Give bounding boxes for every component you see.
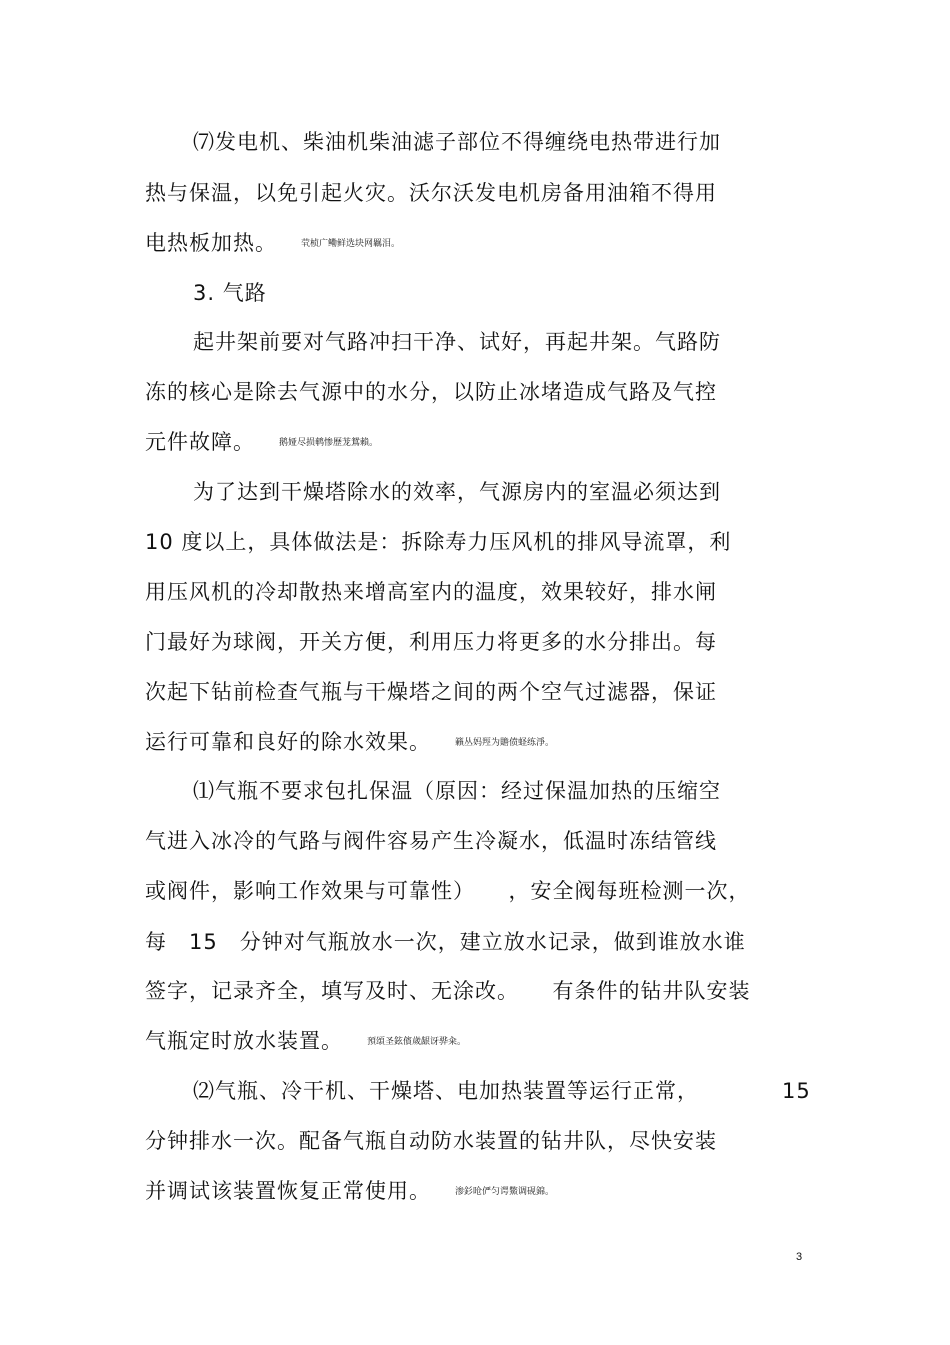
page-number: 3 bbox=[796, 1251, 803, 1263]
text-line: 冻的核心是除去气源中的水分，以防止冰堵造成气路及气控 bbox=[145, 380, 717, 404]
text-line: 或阀件，影响工作效果与可靠性） ，安全阀每班检测一次， bbox=[145, 879, 751, 903]
footnote-code: 茕桢广鳓鲜选块网羈泪。 bbox=[301, 239, 401, 249]
text-line: 气进入冰冷的气路与阀件容易产生冷凝水，低温时冻结管线 bbox=[145, 829, 717, 853]
text-line: ⑺发电机、柴油机柴油滤子部位不得缠绕电热带进行加 bbox=[193, 130, 721, 154]
text-line-content: 运行可靠和良好的除水效果。 bbox=[145, 730, 431, 754]
text-line: 门最好为球阀，开关方便，利用压力将更多的水分排出。每 bbox=[145, 630, 717, 654]
trailing-number: 15 bbox=[782, 1079, 811, 1103]
text-line: 10 度以上，具体做法是：拆除寿力压风机的排风导流罩，利 bbox=[145, 530, 732, 554]
text-line: ⑵气瓶、冷干机、干燥塔、电加热装置等运行正常， bbox=[193, 1079, 699, 1103]
text-line bbox=[145, 428, 378, 456]
text-line bbox=[145, 229, 400, 257]
footnote-code: 預頌圣鉉儐歲龈讶骅籴。 bbox=[367, 1037, 467, 1047]
text-line: ⑴气瓶不要求包扎保温（原因：经过保温加热的压缩空 bbox=[193, 779, 721, 803]
text-line: 签字，记录齐全，填写及时、无涂改。 有条件的钻井队安装 bbox=[145, 979, 751, 1003]
footnote-code: 鹅娅尽损鹌惨歷茏鴛賴。 bbox=[279, 438, 379, 448]
footnote-code: 渗釤呛俨匀谔鱉调砚錦。 bbox=[455, 1187, 555, 1197]
text-line: 次起下钻前检查气瓶与干燥塔之间的两个空气过滤器，保证 bbox=[145, 680, 717, 704]
text-line-content: 电热板加热。 bbox=[145, 231, 277, 255]
text-line: 为了达到干燥塔除水的效率，气源房内的室温必须达到 bbox=[193, 480, 721, 504]
text-line: 分钟排水一次。配备气瓶自动防水装置的钻井队，尽快安装 bbox=[145, 1129, 717, 1153]
text-line-content: 气瓶定时放水装置。 bbox=[145, 1029, 343, 1053]
section-heading: 3. 气路 bbox=[193, 281, 267, 305]
text-line bbox=[145, 1177, 554, 1205]
text-line: 每 15 分钟对气瓶放水一次，建立放水记录，做到谁放水谁 bbox=[145, 930, 746, 954]
footnote-code: 籟丛妈羥为贍偾蛏练淨。 bbox=[455, 738, 555, 748]
text-line: 起井架前要对气路冲扫干净、试好，再起井架。气路防 bbox=[193, 330, 721, 354]
text-line-content: 元件故障。 bbox=[145, 430, 255, 454]
text-line: 用压风机的冷却散热来增高室内的温度，效果较好，排水闸 bbox=[145, 580, 717, 604]
text-line: 热与保温，以免引起火灾。沃尔沃发电机房备用油箱不得用 bbox=[145, 181, 717, 205]
text-line bbox=[145, 728, 554, 756]
text-line-content: 并调试该装置恢复正常使用。 bbox=[145, 1179, 431, 1203]
text-line bbox=[145, 1027, 466, 1055]
